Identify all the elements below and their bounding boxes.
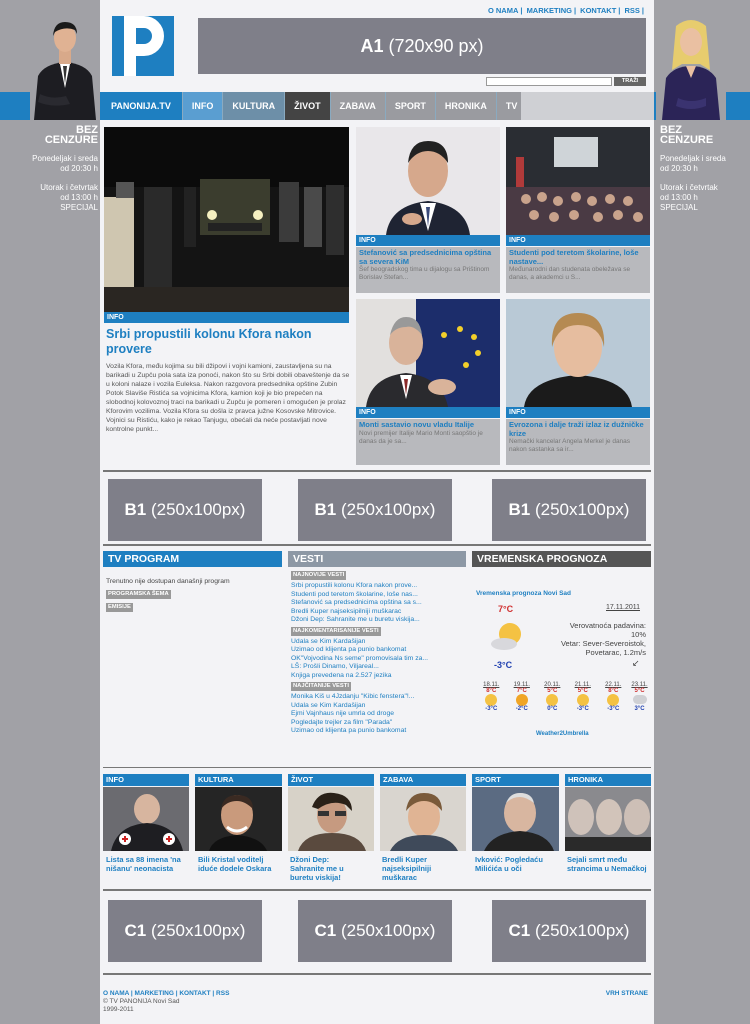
tv-program-text: Trenutno nije dostupan današnji program xyxy=(106,578,230,585)
nav-tv[interactable]: TV xyxy=(497,92,528,120)
card-image-monti[interactable] xyxy=(356,299,500,407)
ad-banner-c1[interactable] xyxy=(108,900,262,962)
back-to-top-link[interactable]: VRH STRANE xyxy=(605,990,648,997)
forecast-low: 3°C xyxy=(634,706,645,712)
news-link[interactable]: Srbi propustili kolonu Kfora nakon prove... xyxy=(291,582,418,589)
weather-details xyxy=(546,621,646,657)
vesti-header: VESTI xyxy=(288,551,466,567)
side-line: Ponedeljak i sreda xyxy=(660,154,726,163)
news-link[interactable]: Stefanović sa predsednicima opština sa s... xyxy=(291,599,422,606)
forecast-date: 23.11. xyxy=(631,682,648,688)
news-link[interactable]: Studenti pod teretom školarine, loše nas... xyxy=(291,590,418,598)
weather-wind-speed: Povetarac, 1.2m/s xyxy=(585,648,646,657)
wind-arrow-icon: ↙ xyxy=(632,658,640,668)
forecast-high: 5°C xyxy=(547,688,558,694)
side-title-1: BEZ xyxy=(76,124,98,136)
news-link[interactable]: Ejmi Vajnhaus nije umrla od droge xyxy=(291,710,395,717)
weather-wind: Vetar: Sever-Severoistok, xyxy=(560,639,646,648)
forecast-date: 22.11. xyxy=(605,682,622,688)
card-desc: Nemački kancelar Angela Merkel je danas nakon sastanka sa ir... xyxy=(509,438,631,453)
card-title[interactable]: Studenti pod teretom školarine, loše nastave... xyxy=(509,248,639,266)
forecast-day xyxy=(598,682,629,726)
ad-size: (720x90 px) xyxy=(388,36,484,56)
divider xyxy=(103,470,651,472)
page-container xyxy=(100,0,654,1024)
nav-sport[interactable]: SPORT xyxy=(386,92,436,120)
search-input[interactable] xyxy=(486,77,612,86)
ad-banner-c1[interactable] xyxy=(298,900,452,962)
forecast-date: 18.11. xyxy=(483,682,500,688)
bottom-image-hronika[interactable] xyxy=(565,787,651,851)
card-image-studenti[interactable] xyxy=(506,127,650,235)
ad-banner-b1[interactable] xyxy=(298,479,452,541)
card-stefanovic[interactable] xyxy=(356,247,500,293)
news-link[interactable]: Bredli Kuper najseksipilniji muškarac xyxy=(291,607,402,615)
card-image-merkel[interactable] xyxy=(506,299,650,407)
ad-banner-b1[interactable] xyxy=(492,479,646,541)
side-promo-right[interactable] xyxy=(660,125,740,213)
card-title[interactable]: Monti sastavio novu vladu Italije xyxy=(359,420,475,429)
side-line: SPECIJAL xyxy=(60,203,98,212)
bottom-cat-header[interactable]: SPORT xyxy=(472,774,559,786)
news-link[interactable]: Uzimao od klijenta pa punio bankomat xyxy=(291,646,407,653)
programska-sema-button[interactable]: PROGRAMSKA ŠEMA xyxy=(108,591,169,597)
news-link[interactable]: Knjiga prevedena na 2.527 jezika xyxy=(291,671,392,679)
news-link[interactable]: Udala se Kim Kardašijan xyxy=(291,701,366,709)
card-desc: Novi premijer Italije Mario Monti saopštio je danas da je sa... xyxy=(359,429,483,445)
ad-label: B1 xyxy=(314,500,337,519)
card-tag[interactable]: INFO xyxy=(506,407,650,418)
ad-size: (250x100px) xyxy=(340,921,436,940)
bottom-image-sport[interactable] xyxy=(472,787,559,851)
footer xyxy=(103,990,229,1014)
ad-size: (250x100px) xyxy=(150,921,246,940)
weather-low: -3°C xyxy=(494,660,513,670)
vesti-group-label[interactable]: NAJČITANIJE VESTI xyxy=(293,683,349,689)
forecast-low: -2°C xyxy=(515,706,528,712)
footer-years: 1999-2011 xyxy=(103,1006,134,1013)
ad-label: B1 xyxy=(124,500,147,519)
ad-label: C1 xyxy=(314,921,337,940)
main-story-body: Vozila Kfora, među kojima su bili džipovi i vojni kamioni, zaustavljena su na barikadi u Zupču pola sata iza ponoći, nakon što su Srbi dobili obaveštenje da se u koloni nalaze i vozila Euleksa. Nakon razgovora predsednika opštine Zubin Potok Slaviše Ristića sa vojnicima Kfora, kamion koji je bio prepečen na slobodnoj kolovoznoj traci na barikadi u Zupču je pomeren i omogućen je prolaz Kforovim vozilima. Vozila Kfora su došla iz pravca južne Kosovske Mitrovice. Vojnici su Ristiću, kako je rekao Tanjugu, obećali da neće postavljati nove kontrolne punkt... xyxy=(106,363,350,433)
forecast-high: 8°C xyxy=(608,688,619,694)
card-title[interactable]: Evrozona i dalje traži izlaz iz dužničke krize xyxy=(509,420,644,438)
bottom-image-zabava[interactable] xyxy=(380,787,466,851)
ad-size: (250x100px) xyxy=(534,921,630,940)
footer-copyright: © TV PANONIJA Novi Sad xyxy=(103,998,180,1005)
ad-size: (250x100px) xyxy=(340,500,436,519)
sun-icon xyxy=(516,694,528,706)
forecast-high: 8°C xyxy=(486,688,497,694)
bottom-title[interactable]: Bili Kristal voditelj iduće dodele Oskara xyxy=(198,855,272,873)
bottom-cat-header[interactable]: ZABAVA xyxy=(380,774,466,786)
forecast-low: -3°C xyxy=(485,706,498,712)
top-link-marketing[interactable]: MARKETING xyxy=(526,6,572,15)
side-line: od 20:30 h xyxy=(60,164,98,173)
nav-zabava[interactable]: ZABAVA xyxy=(331,92,386,120)
side-line: od 13:00 h xyxy=(660,193,698,202)
site-logo[interactable] xyxy=(112,16,174,76)
ad-banner-b1[interactable] xyxy=(108,479,262,541)
news-link[interactable]: OK"Vojvodina Ns seme" promovisala tim za... xyxy=(291,654,429,662)
forecast-date: 20.11. xyxy=(544,682,561,688)
bottom-title[interactable]: Bredli Kuper najseksipilniji muškarac xyxy=(382,855,432,882)
forecast-day xyxy=(476,682,507,726)
card-monti[interactable] xyxy=(356,419,500,465)
logo-bowl xyxy=(124,16,164,56)
tv-program-links xyxy=(106,588,171,614)
bottom-image-info[interactable] xyxy=(103,787,189,851)
bottom-title[interactable]: Sejali smrt među strancima u Nemačkoj xyxy=(567,855,647,873)
news-link[interactable]: Pogledajte trejler za film "Parada" xyxy=(291,718,393,726)
side-line: Utorak i četvrtak xyxy=(660,183,718,192)
weather-header: VREMENSKA PROGNOZA xyxy=(472,551,651,567)
forecast-low: -3°C xyxy=(576,706,589,712)
main-story-title[interactable]: Srbi propustili kolonu Kfora nakon provere xyxy=(106,327,312,356)
forecast-low: 0°C xyxy=(547,706,558,712)
news-link[interactable]: LŠ: Prošli Dinamo, Viljareal... xyxy=(291,663,379,670)
forecast-date: 19.11. xyxy=(513,682,530,688)
forecast-date: 21.11. xyxy=(574,682,591,688)
ad-banner-c1[interactable] xyxy=(492,900,646,962)
divider xyxy=(103,544,651,546)
sun-icon xyxy=(546,694,558,706)
card-merkel[interactable] xyxy=(506,419,650,465)
news-link[interactable]: Uzimao od klijenta pa punio bankomat xyxy=(291,727,407,734)
side-line: SPECIJAL xyxy=(660,203,698,212)
vesti-list xyxy=(291,569,465,736)
forecast-day xyxy=(568,682,599,726)
forecast-row xyxy=(476,682,651,726)
sun-cloud-icon xyxy=(488,616,528,656)
side-title-2: CENZURE xyxy=(660,134,714,146)
card-tag[interactable]: INFO xyxy=(506,235,650,246)
card-title[interactable]: Stefanović sa predsednicima opština sa severa KiM xyxy=(359,248,492,266)
divider xyxy=(103,889,651,891)
emisije-button[interactable]: EMISIJE xyxy=(108,604,131,610)
ad-label: A1 xyxy=(360,36,384,56)
side-line: Utorak i četvrtak xyxy=(40,183,98,192)
top-link-kontakt[interactable]: KONTAKT xyxy=(580,6,617,15)
card-desc: Šef beogradskog tima u dijalogu sa Prištinom Borislav Stefan... xyxy=(359,266,490,281)
search-button[interactable]: TRAŽI xyxy=(614,77,646,86)
bottom-cat-header[interactable]: INFO xyxy=(103,774,189,786)
nav-home[interactable]: PANONIJA.TV xyxy=(100,92,183,120)
nav-kultura[interactable]: KULTURA xyxy=(223,92,285,120)
weather-date: 17.11.2011 xyxy=(606,604,640,611)
side-promo-left[interactable] xyxy=(18,125,98,213)
tv-program-header: TV PROGRAM xyxy=(103,551,282,567)
bottom-title[interactable]: Ivković: Pogledaću Milićića u oči xyxy=(475,855,543,873)
forecast-high: 7°C xyxy=(516,688,527,694)
sun-icon xyxy=(607,694,619,706)
side-title-1: BEZ xyxy=(660,124,682,136)
forecast-day xyxy=(537,682,568,726)
ad-size: (250x100px) xyxy=(534,500,630,519)
divider xyxy=(103,767,651,768)
forecast-high: 5°C xyxy=(577,688,588,694)
weather-credit-link[interactable]: Weather2Umbrella xyxy=(536,731,589,737)
card-studenti[interactable] xyxy=(506,247,650,293)
side-line: Ponedeljak i sreda xyxy=(32,154,98,163)
ad-label: C1 xyxy=(508,921,531,940)
top-links: O NAMA | MARKETING | KONTAKT | RSS | xyxy=(487,6,644,15)
bottom-image-kultura[interactable] xyxy=(195,787,282,851)
nav-hronika[interactable]: HRONIKA xyxy=(436,92,497,120)
forecast-low: -3°C xyxy=(607,706,620,712)
side-line: od 13:00 h xyxy=(60,193,98,202)
cloud-icon xyxy=(633,695,647,704)
side-line: od 20:30 h xyxy=(660,164,698,173)
bottom-title[interactable]: Džoni Dep: Sahranite me u buretu viskija! xyxy=(290,855,344,882)
nav-info[interactable]: INFO xyxy=(183,92,224,120)
ad-label: C1 xyxy=(124,921,147,940)
presenter-left-image xyxy=(30,14,100,120)
main-story-image[interactable] xyxy=(104,127,349,312)
ad-banner-a1[interactable] xyxy=(198,18,646,74)
weather-precip-value: 10% xyxy=(630,630,646,639)
ad-size: (250x100px) xyxy=(150,500,246,519)
divider xyxy=(103,973,651,975)
weather-high: 7°C xyxy=(498,604,514,614)
news-link[interactable]: Monika Kiš u 4Jzdanju "Kibic fenstera"!... xyxy=(291,693,415,700)
bottom-cat-header[interactable]: KULTURA xyxy=(195,774,282,786)
bottom-cat-header[interactable]: ŽIVOT xyxy=(288,774,374,786)
top-link-o-nama[interactable]: O NAMA xyxy=(487,6,519,15)
presenter-right-image xyxy=(656,14,726,120)
ad-label: B1 xyxy=(508,500,531,519)
card-image-stefanovic[interactable] xyxy=(356,127,500,235)
bottom-title[interactable]: Lista sa 88 imena 'na nišanu' neonacista xyxy=(106,855,181,873)
forecast-day xyxy=(507,682,538,726)
news-link[interactable]: Udala se Kim Kardašijan xyxy=(291,637,366,645)
top-link-rss[interactable]: RSS xyxy=(624,6,640,15)
nav-spacer xyxy=(521,92,654,120)
sun-icon xyxy=(577,694,589,706)
bottom-cat-header[interactable]: HRONIKA xyxy=(565,774,651,786)
card-tag[interactable]: INFO xyxy=(356,235,500,246)
card-tag[interactable]: INFO xyxy=(356,407,500,418)
side-title-2: CENZURE xyxy=(44,134,98,146)
vesti-group-label[interactable]: NAJNOVIJE VESTI xyxy=(293,572,345,578)
main-story-tag[interactable]: INFO xyxy=(104,312,349,323)
news-link[interactable]: Džoni Dep: Sahranite me u buretu viskija... xyxy=(291,616,420,623)
footer-links[interactable]: O NAMA | MARKETING | KONTAKT | RSS xyxy=(103,990,230,997)
forecast-day xyxy=(629,682,651,726)
forecast-high: 5°C xyxy=(634,688,645,694)
weather-city: Vremenska prognoza Novi Sad xyxy=(476,590,572,597)
card-desc: Međunarodni dan studenata obeležava se danas, a akademci u S... xyxy=(509,266,631,281)
sun-icon xyxy=(485,694,497,706)
main-nav xyxy=(100,92,654,120)
vesti-group-label[interactable]: NAJKOMENTARISANIJE VESTI xyxy=(293,627,379,634)
nav-zivot[interactable]: ŽIVOT xyxy=(285,92,331,120)
bottom-image-zivot[interactable] xyxy=(288,787,374,851)
weather-precip-label: Verovatnoća padavina: xyxy=(569,621,646,630)
